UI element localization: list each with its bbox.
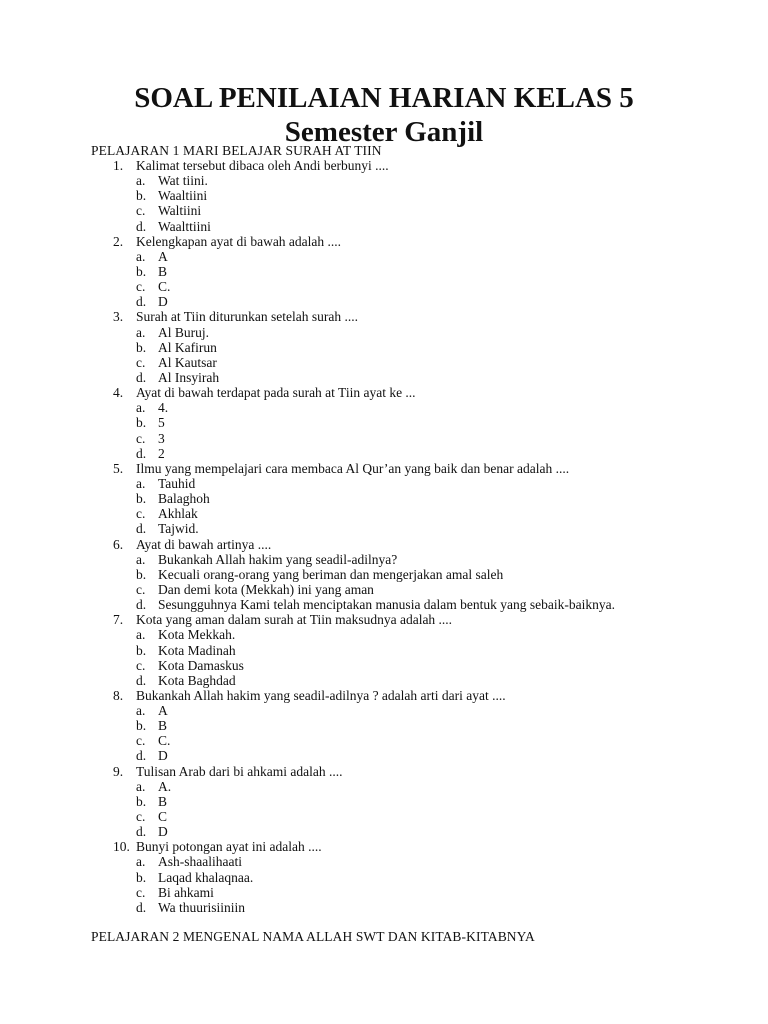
question-text: Ayat di bawah terdapat pada surah at Tiin ayat ke ... bbox=[136, 385, 416, 401]
section-heading-lesson-2: PELAJARAN 2 MENGENAL NAMA ALLAH SWT DAN KITAB-KITABNYA bbox=[91, 929, 535, 944]
answer-option bbox=[0, 476, 768, 491]
option-letter: a. bbox=[136, 400, 146, 416]
question-text: Kalimat tersebut dibaca oleh Andi berbunyi .... bbox=[136, 158, 389, 173]
answer-option bbox=[0, 249, 768, 264]
option-letter: d. bbox=[136, 445, 147, 461]
option-letter: c. bbox=[136, 430, 146, 446]
question-6 bbox=[0, 537, 768, 552]
answer-option bbox=[0, 446, 768, 461]
option-text: Sesungguhnya Kami telah menciptakan manusia dalam bentuk yang sebaik-baiknya. bbox=[158, 597, 615, 613]
question-8 bbox=[0, 688, 768, 703]
option-letter: a. bbox=[136, 854, 146, 870]
answer-option bbox=[0, 582, 768, 597]
option-letter: b. bbox=[136, 718, 147, 734]
option-letter: d. bbox=[136, 369, 147, 385]
option-text: D bbox=[158, 294, 168, 310]
option-text: A. bbox=[158, 778, 172, 794]
option-text: B bbox=[158, 718, 168, 734]
answer-option bbox=[0, 294, 768, 309]
question-list bbox=[0, 158, 768, 915]
answer-option bbox=[0, 219, 768, 234]
option-text: C. bbox=[158, 279, 171, 295]
option-text: Dan demi kota (Mekkah) ini yang aman bbox=[158, 581, 374, 597]
question-number: 8. bbox=[113, 687, 124, 703]
option-text: B bbox=[158, 263, 168, 279]
answer-option bbox=[0, 854, 768, 869]
answer-option bbox=[0, 431, 768, 446]
option-text: Al Insyirah bbox=[158, 369, 220, 385]
option-letter: d. bbox=[136, 597, 147, 613]
question-text: Ilmu yang mempelajari cara membaca Al Qur’an yang baik dan benar adalah .... bbox=[136, 460, 570, 476]
option-text: Al Buruj. bbox=[158, 324, 210, 340]
option-text: Kota Baghdad bbox=[158, 672, 236, 688]
question-number: 1. bbox=[113, 158, 124, 173]
answer-option bbox=[0, 627, 768, 642]
option-letter: b. bbox=[136, 869, 147, 885]
answer-option bbox=[0, 355, 768, 370]
option-text: Kecuali orang-orang yang beriman dan mengerjakan amal saleh bbox=[158, 566, 504, 582]
option-letter: c. bbox=[136, 733, 146, 749]
section-heading-lesson-1: PELAJARAN 1 MARI BELAJAR SURAH AT TIIN bbox=[91, 143, 382, 158]
option-text: Wa thuurisiiniin bbox=[158, 899, 246, 915]
option-text: Waltiini bbox=[158, 203, 202, 219]
option-text: Wat tiini. bbox=[158, 173, 208, 189]
question-number: 5. bbox=[113, 460, 124, 476]
answer-option bbox=[0, 870, 768, 885]
question-text: Bunyi potongan ayat ini adalah .... bbox=[136, 839, 322, 855]
question-text: Ayat di bawah artinya .... bbox=[136, 536, 272, 552]
option-letter: d. bbox=[136, 899, 147, 915]
option-letter: a. bbox=[136, 475, 146, 491]
answer-option bbox=[0, 809, 768, 824]
option-letter: c. bbox=[136, 657, 146, 673]
option-letter: b. bbox=[136, 491, 147, 507]
option-text: Ash-shaalihaati bbox=[158, 854, 242, 870]
answer-option bbox=[0, 733, 768, 748]
question-number: 7. bbox=[113, 612, 124, 628]
question-text: Bukankah Allah hakim yang seadil-adilnya ? adalah arti dari ayat .... bbox=[136, 687, 506, 703]
option-letter: b. bbox=[136, 793, 147, 809]
option-text: Tauhid bbox=[158, 475, 196, 491]
option-text: D bbox=[158, 748, 168, 764]
question-number: 9. bbox=[113, 763, 124, 779]
option-text: Al Kafirun bbox=[158, 339, 217, 355]
answer-option bbox=[0, 567, 768, 582]
option-text: Laqad khalaqnaa. bbox=[158, 869, 254, 885]
option-text: Balaghoh bbox=[158, 491, 210, 507]
answer-option bbox=[0, 325, 768, 340]
question-10 bbox=[0, 839, 768, 854]
question-4 bbox=[0, 385, 768, 400]
answer-option bbox=[0, 491, 768, 506]
answer-option bbox=[0, 597, 768, 612]
answer-option bbox=[0, 370, 768, 385]
answer-option bbox=[0, 794, 768, 809]
option-text: 5 bbox=[158, 415, 165, 431]
option-text: A bbox=[158, 703, 168, 719]
answer-option bbox=[0, 900, 768, 915]
option-letter: a. bbox=[136, 173, 146, 189]
option-letter: c. bbox=[136, 279, 146, 295]
option-text: Bukankah Allah hakim yang seadil-adilnya? bbox=[158, 551, 398, 567]
question-number: 10. bbox=[113, 839, 130, 855]
question-2 bbox=[0, 234, 768, 249]
answer-option bbox=[0, 552, 768, 567]
answer-option bbox=[0, 506, 768, 521]
answer-option bbox=[0, 748, 768, 763]
option-text: Bi ahkami bbox=[158, 884, 214, 900]
question-9 bbox=[0, 764, 768, 779]
answer-option bbox=[0, 264, 768, 279]
option-letter: b. bbox=[136, 566, 147, 582]
option-letter: a. bbox=[136, 778, 146, 794]
option-text: Waalttiini bbox=[158, 218, 211, 234]
option-text: Waaltiini bbox=[158, 188, 208, 204]
option-text: B bbox=[158, 793, 168, 809]
option-text: C. bbox=[158, 733, 171, 749]
option-text: A bbox=[158, 248, 168, 264]
answer-option bbox=[0, 188, 768, 203]
question-number: 6. bbox=[113, 536, 124, 552]
option-text: 3 bbox=[158, 430, 165, 446]
option-letter: c. bbox=[136, 581, 146, 597]
option-letter: d. bbox=[136, 672, 147, 688]
option-letter: c. bbox=[136, 884, 146, 900]
option-letter: d. bbox=[136, 748, 147, 764]
answer-option bbox=[0, 673, 768, 688]
question-1 bbox=[0, 158, 768, 173]
answer-option bbox=[0, 279, 768, 294]
answer-option bbox=[0, 718, 768, 733]
option-text: 2 bbox=[158, 445, 165, 461]
option-letter: b. bbox=[136, 339, 147, 355]
answer-option bbox=[0, 658, 768, 673]
option-letter: c. bbox=[136, 809, 146, 825]
option-text: Kota Damaskus bbox=[158, 657, 244, 673]
option-letter: b. bbox=[136, 263, 147, 279]
option-letter: a. bbox=[136, 324, 146, 340]
option-letter: a. bbox=[136, 627, 146, 643]
option-letter: d. bbox=[136, 294, 147, 310]
answer-option bbox=[0, 173, 768, 188]
question-3 bbox=[0, 309, 768, 324]
option-text: D bbox=[158, 824, 168, 840]
answer-option bbox=[0, 400, 768, 415]
question-number: 4. bbox=[113, 385, 124, 401]
question-text: Kota yang aman dalam surah at Tiin maksudnya adalah .... bbox=[136, 612, 453, 628]
question-number: 2. bbox=[113, 233, 124, 249]
option-letter: c. bbox=[136, 506, 146, 522]
answer-option bbox=[0, 415, 768, 430]
option-text: Al Kautsar bbox=[158, 354, 217, 370]
option-letter: a. bbox=[136, 248, 146, 264]
page-title: SOAL PENILAIAN HARIAN KELAS 5 bbox=[134, 82, 634, 114]
option-letter: c. bbox=[136, 203, 146, 219]
question-text: Surah at Tiin diturunkan setelah surah .... bbox=[136, 309, 358, 325]
question-text: Tulisan Arab dari bi ahkami adalah .... bbox=[136, 763, 343, 779]
option-letter: b. bbox=[136, 415, 147, 431]
option-text: C bbox=[158, 809, 168, 825]
option-letter: d. bbox=[136, 218, 147, 234]
answer-option bbox=[0, 824, 768, 839]
question-text: Kelengkapan ayat di bawah adalah .... bbox=[136, 233, 342, 249]
answer-option bbox=[0, 521, 768, 536]
option-text: Kota Mekkah. bbox=[158, 627, 236, 643]
question-7 bbox=[0, 612, 768, 627]
answer-option bbox=[0, 340, 768, 355]
option-letter: b. bbox=[136, 188, 147, 204]
option-letter: b. bbox=[136, 642, 147, 658]
option-letter: a. bbox=[136, 703, 146, 719]
answer-option bbox=[0, 643, 768, 658]
option-letter: d. bbox=[136, 824, 147, 840]
answer-option bbox=[0, 703, 768, 718]
option-letter: d. bbox=[136, 521, 147, 537]
answer-option bbox=[0, 779, 768, 794]
page-subtitle: Semester Ganjil bbox=[284, 116, 484, 148]
option-text: 4. bbox=[158, 400, 169, 416]
option-text: Kota Madinah bbox=[158, 642, 236, 658]
option-letter: a. bbox=[136, 551, 146, 567]
option-text: Akhlak bbox=[158, 506, 198, 522]
answer-option bbox=[0, 203, 768, 218]
option-letter: c. bbox=[136, 354, 146, 370]
answer-option bbox=[0, 885, 768, 900]
option-text: Tajwid. bbox=[158, 521, 199, 537]
question-5 bbox=[0, 461, 768, 476]
question-number: 3. bbox=[113, 309, 124, 325]
